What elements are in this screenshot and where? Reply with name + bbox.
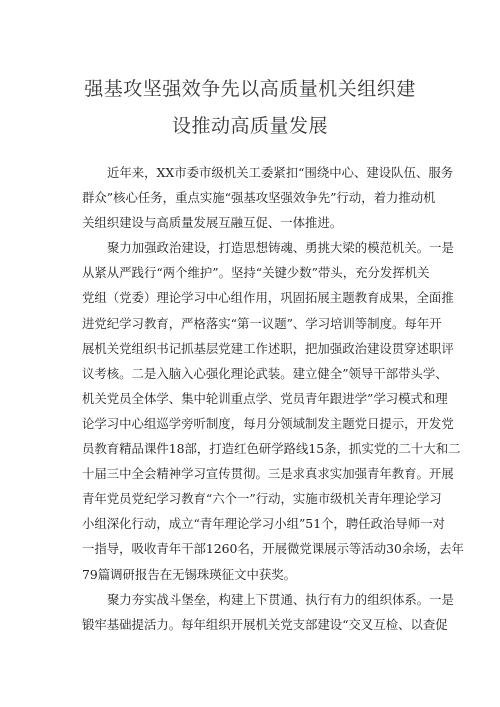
- body-text-line: 党组（党委）理论学习中心组作用，巩固拓展主题教育成果，全面推: [82, 290, 454, 306]
- body-text-line: 群众”核心任务，重点实施“强基攻坚强效争先”行动，着力推动机: [82, 190, 436, 206]
- body-text-line: 一指导，吸收青年干部1260名，开展微党课展示等活动30余场，去年: [82, 541, 464, 557]
- body-text-line: 论学习中心组巡学旁听制度，每月分领域制发主题党日提示，开发党: [82, 415, 454, 431]
- document-body: [82, 160, 464, 637]
- body-text-line: 关组织建设与高质量发展互融互促、一体推进。: [82, 215, 343, 231]
- body-text-line: 锻牢基础提活力。每年组织开展机关党支部建设“交叉互检、以查促: [82, 616, 448, 632]
- body-text-line: 近年来，XX市委市级机关工委紧扣“围绕中心、建设队伍、服务: [107, 165, 454, 180]
- body-text-line: 员教育精品课件18部，打造红色研学路线15条，抓实党的二十大和二: [82, 441, 461, 457]
- body-text-line: 展机关党组织书记抓基层党建工作述职，把加强政治建设贯穿述职评: [82, 340, 454, 356]
- document-title-line-1: 强基攻坚强效争先以高质量机关组织建: [84, 78, 416, 100]
- body-text-line: 小组深化行动，成立“青年理论学习小组”51个，聘任政治导师一对: [82, 516, 445, 532]
- body-text-line: 青年党员党纪学习教育“六个一”行动，实施市级机关青年理论学习: [82, 491, 442, 507]
- document-title-line-2: 设推动高质量发展: [171, 115, 328, 137]
- body-text-line: 79篇调研报告在无锡珠瑛征文中获奖。: [82, 566, 297, 582]
- body-text-line: 聚力夯实战斗堡垒，构建上下贯通、执行有力的组织体系。一是: [107, 591, 454, 607]
- body-text-line: 机关党员全体学、集中轮训重点学、党员青年跟进学”学习模式和理: [82, 390, 448, 406]
- body-text-line: 进党纪学习教育，严格落实“第一议题”、学习培训等制度。每年开: [82, 315, 442, 331]
- body-text-line: 聚力加强政治建设，打造思想铸魂、勇挑大梁的模范机关。一是: [107, 240, 454, 256]
- body-text-line: 从紧从严践行“两个维护”。坚持“关键少数”带头，充分发挥机关: [82, 265, 430, 281]
- body-text-line: 议考核。二是入脑入心强化理论武装。建立健全”领导干部带头学、: [82, 365, 448, 381]
- body-text-line: 十届三中全会精神学习宣传贯彻。三是求真求实加强青年教育。开展: [82, 466, 454, 482]
